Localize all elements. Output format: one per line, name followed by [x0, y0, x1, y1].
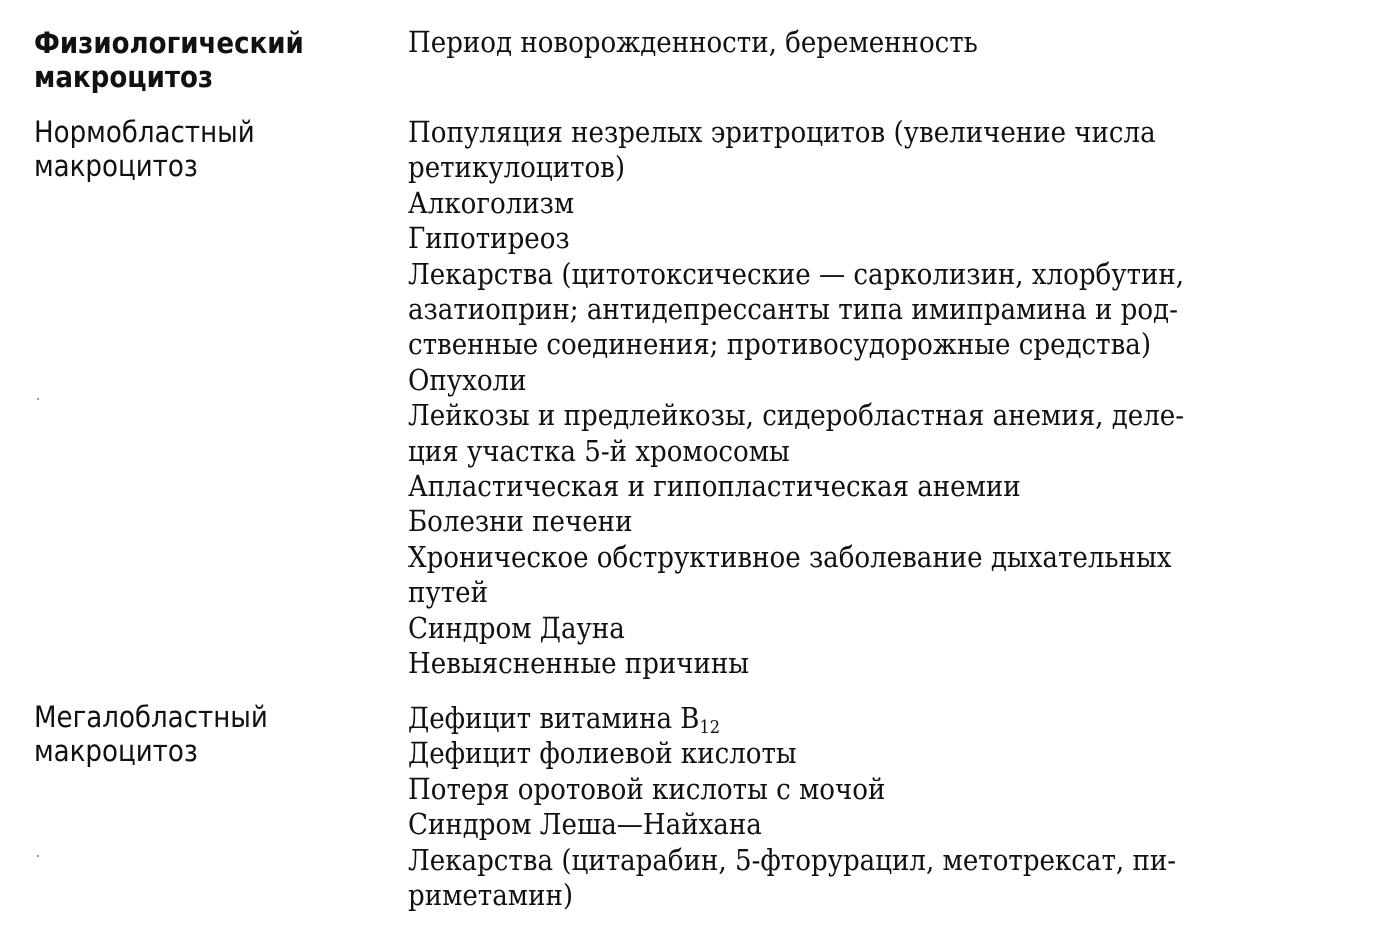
list-item: Популяция незрелых эритроцитов (увеличение числа ретикулоцитов) [408, 115, 1366, 186]
word: заболевание [808, 539, 983, 574]
list-item: Невыясненные причины [408, 646, 750, 681]
word: антидепрессанты [586, 292, 830, 327]
justified-line [408, 540, 1366, 575]
word: пи- [1132, 842, 1177, 877]
list-item: Опухоли [408, 362, 527, 397]
word: дыхательных [990, 539, 1172, 574]
list-item: Алкоголизм [408, 185, 575, 220]
word: хлорбутин, [1031, 256, 1185, 291]
list-item: Лекарства (цитотоксические — сарколизин, хлорбутин, азатиоприн; антидепрессанты типа имипрамина и род- ственные соединения; противосудорожные средства) [408, 257, 1366, 363]
justified-line [408, 115, 1366, 150]
word: и [537, 398, 556, 433]
category-label: Нормобластный макроцитоз [34, 115, 255, 183]
word: сарколизин, [853, 256, 1024, 291]
word: (цитарабин, [561, 842, 727, 877]
word: числа [1074, 115, 1156, 149]
scan-speck [37, 398, 39, 400]
list-item: Апластическая и гипопластическая анемии [408, 469, 1021, 504]
list-item: Лекарства (цитарабин, 5-фторурацил, метотрексат, пи- риметамин) [408, 843, 1366, 914]
word: деле- [1111, 398, 1185, 433]
word: метотрексат, [942, 842, 1125, 877]
word: Лекарства [408, 842, 554, 877]
word: — [819, 256, 846, 291]
word: имипрамина [911, 292, 1087, 327]
list-item: Лейкозы и предлейкозы, сидеробластная анемия, деле- ция участка 5-й хромосомы [408, 398, 1366, 469]
word: род- [1120, 292, 1178, 327]
cause-list [408, 115, 1366, 682]
word: и [1094, 292, 1113, 327]
subscript: 12 [699, 717, 721, 738]
scan-speck [37, 855, 39, 857]
list-item: Период новорожденности, беременность [408, 25, 978, 59]
list-item: Синдром Леша—Найхана [408, 807, 762, 842]
cause-list [408, 701, 1366, 913]
justified-line [408, 843, 1366, 878]
word: эритроцитов [710, 115, 886, 149]
list-item: Болезни печени [408, 504, 633, 539]
word: Лекарства [408, 256, 554, 291]
list-item: Дефицит фолиевой кислоты [408, 736, 797, 771]
category-label: Мегалобластный макроцитоз [34, 700, 268, 768]
word: обструктивное [596, 539, 801, 574]
word: 5-фторурацил, [734, 842, 935, 877]
word: незрелых [571, 115, 703, 149]
word: типа [838, 292, 904, 327]
list-item: Гипотиреоз [408, 221, 570, 256]
category-label: Физиологический макроцитоз [34, 26, 304, 94]
list-item: Потеря оротовой кислоты с мочой [408, 771, 886, 806]
list-item: Синдром Дауна [408, 610, 625, 645]
list-item: Дефицит витамина $B_{12}$ [408, 701, 721, 738]
word: Популяция [408, 115, 563, 149]
word: азатиоприн; [408, 292, 579, 327]
word: анемия, [992, 398, 1104, 433]
word: (цитотоксические [561, 256, 811, 291]
word: Лейкозы [408, 398, 530, 433]
word: предлейкозы, [563, 398, 754, 433]
list-item: Хроническое обструктивное заболевание дыхательных путей [408, 540, 1366, 611]
justified-line [408, 257, 1366, 292]
justified-line [408, 398, 1366, 433]
cause-list [408, 25, 1366, 60]
justified-line [408, 292, 1366, 327]
word: (увеличение [893, 115, 1066, 149]
word: Хроническое [408, 539, 589, 574]
word: сидеробластная [762, 398, 985, 433]
